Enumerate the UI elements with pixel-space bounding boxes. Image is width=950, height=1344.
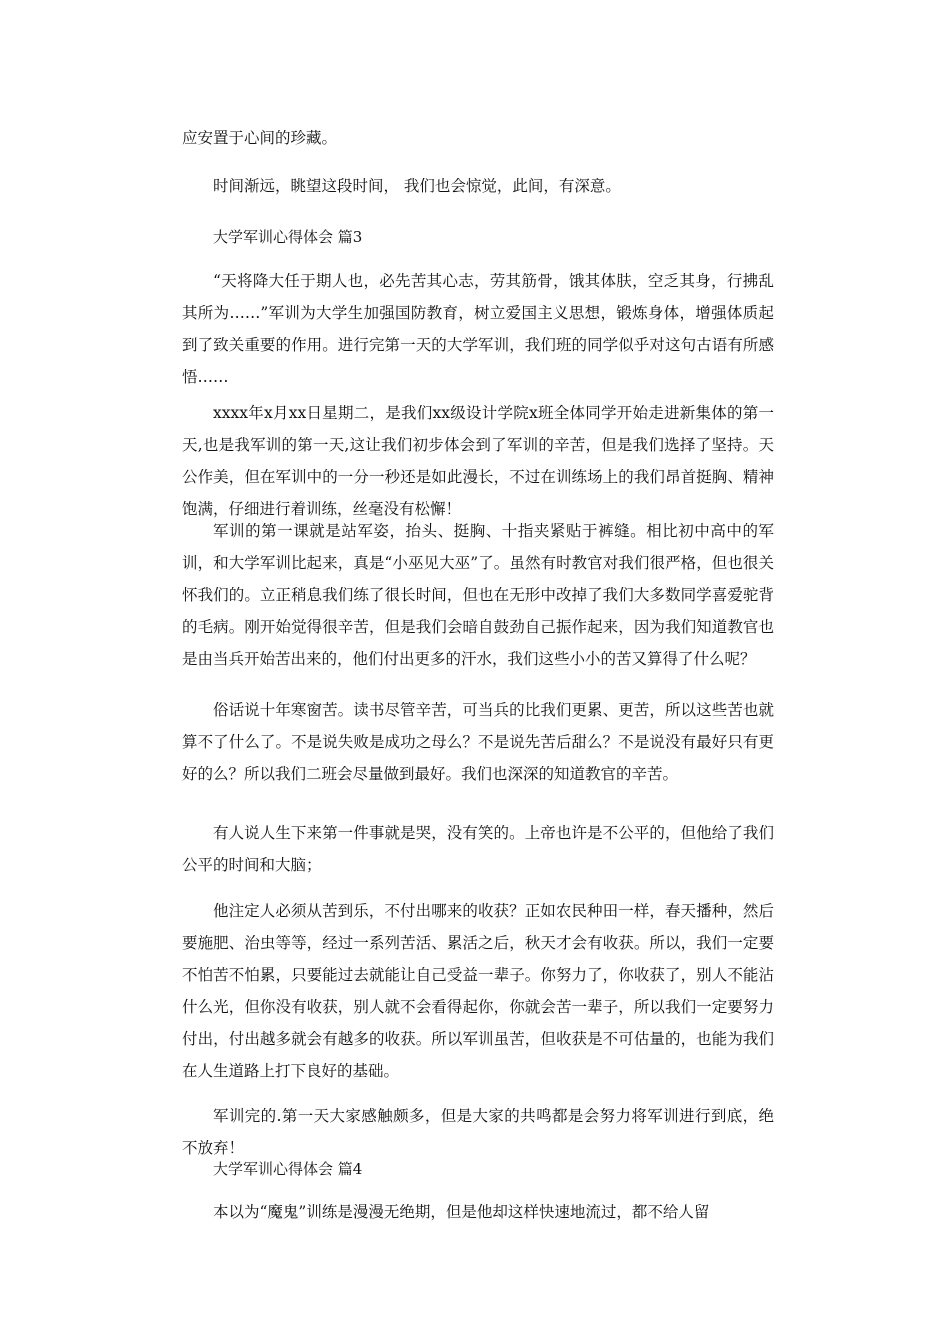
paragraph-hard-work: 他注定人必须从苦到乐，不付出哪来的收获？正如农民种田一样，春天播种，然后要施肥、治虫等等，经过一系列苦活、累活之后，秋天才会有收获。所以，我们一定要不怕苦不怕累，只要能过去就能让自己受益一辈子。你努力了，你收获了，别人不能沾什么光，但你没有收获，别人就不会看得起你，你就会苦一辈子，所以我们一定要努力付出，付出越多就会有越多的收获。所以军训虽苦，但收获是不可估量的，也能为我们在人生道路上打下良好的基础。 (182, 902, 774, 1080)
paragraph-saying: 俗话说十年寒窗苦。读书尽管辛苦，可当兵的比我们更累、更苦，所以这些苦也就算不了什么了。不是说失败是成功之母么？不是说先苦后甜么？不是说没有最好只有更好的么？所以我们二班会尽量做到最好。我们也深深的知道教官的辛苦。 (182, 701, 774, 783)
paragraph-quote: “天将降大任于期人也，必先苦其心志，劳其筋骨，饿其体肤，空乏其身，行拂乱其所为……”军训为大学生加强国防教育，树立爱国主义思想，锻炼身体，增强体质起到了致关重要的作用。进行完第一天的大学军训，我们班的同学似乎对这句古语有所感悟…… (182, 272, 774, 386)
paragraph-never-give-up: 军训完的.第一天大家感触颇多，但是大家的共鸣都是会努力将军训进行到底，绝不放弃！ (182, 1107, 774, 1157)
paragraph-continuation: 应安置于心间的珍藏。 (182, 129, 338, 147)
paragraph-time: 时间渐远，眺望这段时间， 我们也会惊觉，此间，有深意。 (213, 177, 621, 195)
paragraph-stand-at-attention: 军训的第一课就是站军姿，抬头、挺胸、十指夹紧贴于裤缝。相比初中高中的军训，和大学军训比起来，真是“小巫见大巫”了。虽然有时教官对我们很严格，但也很关怀我们的。立正稍息我们练了很长时间，但也在无形中改掉了我们大多数同学喜爱驼背的毛病。刚开始觉得很辛苦，但是我们会暗自鼓劲自己振作起来，因为我们知道教官也是由当兵开始苦出来的，他们付出更多的汗水，我们这些小小的苦又算得了什么呢？ (182, 522, 774, 668)
paragraph-devil-training: 本以为“魔鬼”训练是漫漫无绝期，但是他却这样快速地流过，都不给人留 (213, 1203, 710, 1221)
paragraph-life: 有人说人生下来第一件事就是哭，没有笑的。上帝也许是不公平的，但他给了我们公平的时间和大脑； (182, 824, 774, 874)
section-heading-4: 大学军训心得体会 篇4 (213, 1160, 363, 1178)
section-heading-3: 大学军训心得体会 篇3 (213, 228, 363, 246)
paragraph-first-day: xxxx年x月xx日星期二，是我们xx级设计学院x班全体同学开始走进新集体的第一天,也是我军训的第一天,这让我们初步体会到了军训的辛苦，但是我们选择了坚持。天公作美，但在军训中的一分一秒还是如此漫长，不过在训练场上的我们昂首挺胸、精神饱满，仔细进行着训练，丝毫没有松懈！ (182, 404, 774, 518)
